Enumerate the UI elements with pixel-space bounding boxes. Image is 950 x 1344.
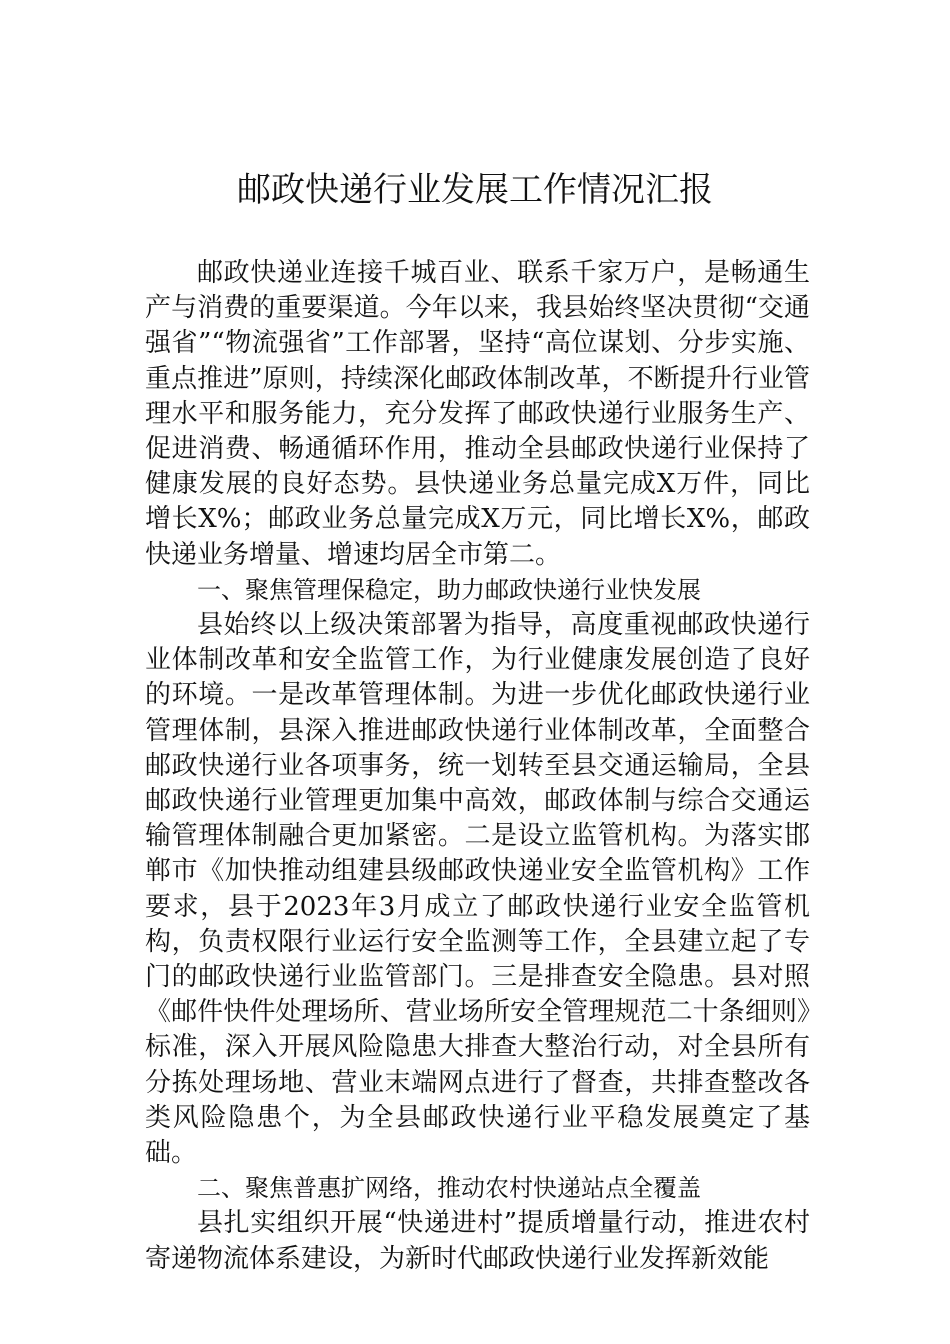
document-title: 邮政快递行业发展工作情况汇报: [237, 170, 713, 210]
section-1-paragraph: 县始终以上级决策部署为指导，高度重视邮政快递行业体制改革和安全监管工作，为行业健康发展创造了良好的环境。一是改革管理体制。为进一步优化邮政快递行业管理体制，县深入推进邮政快递行业体制改革，全面整合邮政快递行业各项事务，统一划转至县交通运输局，全县邮政快递行业管理更加集中高效，邮政体制与综合交通运输管理体制融合更加紧密。二是设立监管机构。为落实邯郸市《加快推动组建县级邮政快递业安全监管机构》工作要求，县于2023年3月成立了邮政快递行业安全监管机构，负责权限行业运行安全监测等工作，全县建立起了专门的邮政快递行业监管部门。三是排查安全隐患。县对照《邮件快件处理场所、营业场所安全管理规范二十条细则》标准，深入开展风险隐患大排查大整治行动，对全县所有分拣处理场地、营业末端网点进行了督查，共排查整改各类风险隐患个，为全县邮政快递行业平稳发展奠定了基础。: [145, 610, 810, 1169]
intro-paragraph: 邮政快递业连接千城百业、联系千家万户，是畅通生产与消费的重要渠道。今年以来，我县始终坚决贯彻“交通强省”“物流强省”工作部署，坚持“高位谋划、分步实施、重点推进”原则，持续深化邮政体制改革，不断提升行业管理水平和服务能力，充分发挥了邮政快递行业服务生产、促进消费、畅通循环作用，推动全县邮政快递行业保持了健康发展的良好态势。县快递业务总量完成X万件，同比增长X%；邮政业务总量完成X万元，同比增长X%，邮政快递业务增量、增速均居全市第二。: [145, 258, 810, 570]
section-2-paragraph: 县扎实组织开展“快递进村”提质增量行动，推进农村寄递物流体系建设，为新时代邮政快递行业发挥新效能: [145, 1208, 810, 1274]
document-body: [145, 256, 810, 1277]
section-2-heading: 二、聚焦普惠扩网络，推动农村快递站点全覆盖: [197, 1174, 701, 1203]
section-1-heading: 一、聚焦管理保稳定，助力邮政快递行业快发展: [197, 575, 701, 604]
